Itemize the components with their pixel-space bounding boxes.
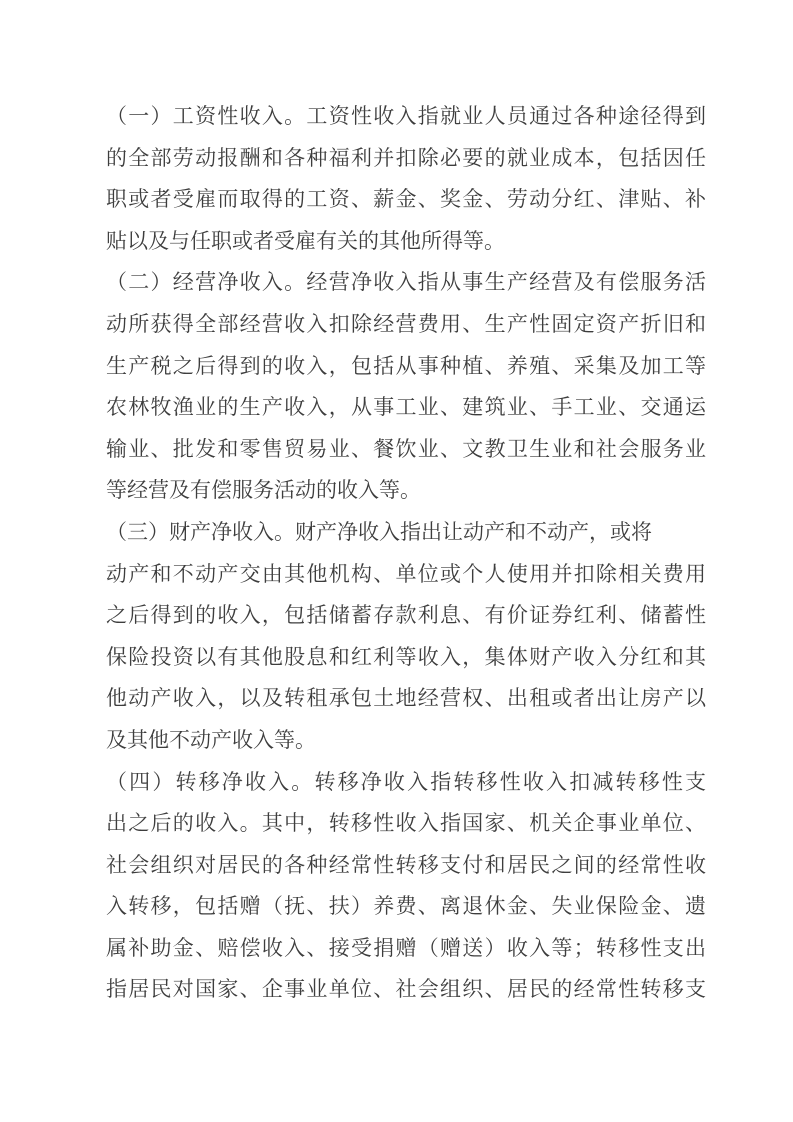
- text-line: 动所获得全部经营收入扣除经营费用、生产性固定资产折旧和: [106, 311, 706, 336]
- text-line: （三）财产净收入。财产净收入指出让动产和不动产，或将: [106, 519, 652, 544]
- paragraph-property-income: [106, 512, 706, 762]
- text-line: 入转移，包括赠（抚、扶）养费、离退休金、失业保险金、遗: [106, 894, 706, 919]
- text-line: 保险投资以有其他股息和红利等收入，集体财产收入分红和其: [106, 644, 706, 669]
- text-line: 的全部劳动报酬和各种福利并扣除必要的就业成本，包括因任: [106, 145, 706, 170]
- document-text-block: [106, 96, 706, 1011]
- paragraph-wage-income: [106, 96, 706, 262]
- text-line: 社会组织对居民的各种经常性转移支付和居民之间的经常性收: [106, 852, 706, 877]
- text-line: 出之后的收入。其中，转移性收入指国家、机关企事业单位、: [106, 811, 706, 836]
- text-line: 农林牧渔业的生产收入，从事工业、建筑业、手工业、交通运: [106, 395, 706, 420]
- paragraph-transfer-income: [106, 762, 706, 1012]
- text-line: （四）转移净收入。转移净收入指转移性收入扣减转移性支: [106, 769, 706, 794]
- text-line: 等经营及有偿服务活动的收入等。: [106, 478, 421, 503]
- text-line: 生产税之后得到的收入，包括从事种植、养殖、采集及加工等: [106, 353, 706, 378]
- text-line: 之后得到的收入，包括储蓄存款利息、有价证券红利、储蓄性: [106, 603, 706, 628]
- text-line: （二）经营净收入。经营净收入指从事生产经营及有偿服务活: [106, 270, 706, 295]
- text-line: 职或者受雇而取得的工资、薪金、奖金、劳动分红、津贴、补: [106, 187, 706, 212]
- text-line: 输业、批发和零售贸易业、餐饮业、文教卫生业和社会服务业: [106, 436, 706, 461]
- text-line: 他动产收入，以及转租承包土地经营权、出租或者出让房产以: [106, 686, 706, 711]
- text-line: 指居民对国家、企事业单位、社会组织、居民的经常性转移支: [106, 977, 706, 1002]
- text-line: 动产和不动产交由其他机构、单位或个人使用并扣除相关费用: [106, 561, 706, 586]
- paragraph-business-income: [106, 262, 706, 512]
- text-line: 及其他不动产收入等。: [106, 727, 316, 752]
- text-line: 贴以及与任职或者受雇有关的其他所得等。: [106, 228, 505, 253]
- text-line: 属补助金、赔偿收入、接受捐赠（赠送）收入等；转移性支出: [106, 935, 706, 960]
- text-line: （一）工资性收入。工资性收入指就业人员通过各种途径得到: [106, 104, 706, 128]
